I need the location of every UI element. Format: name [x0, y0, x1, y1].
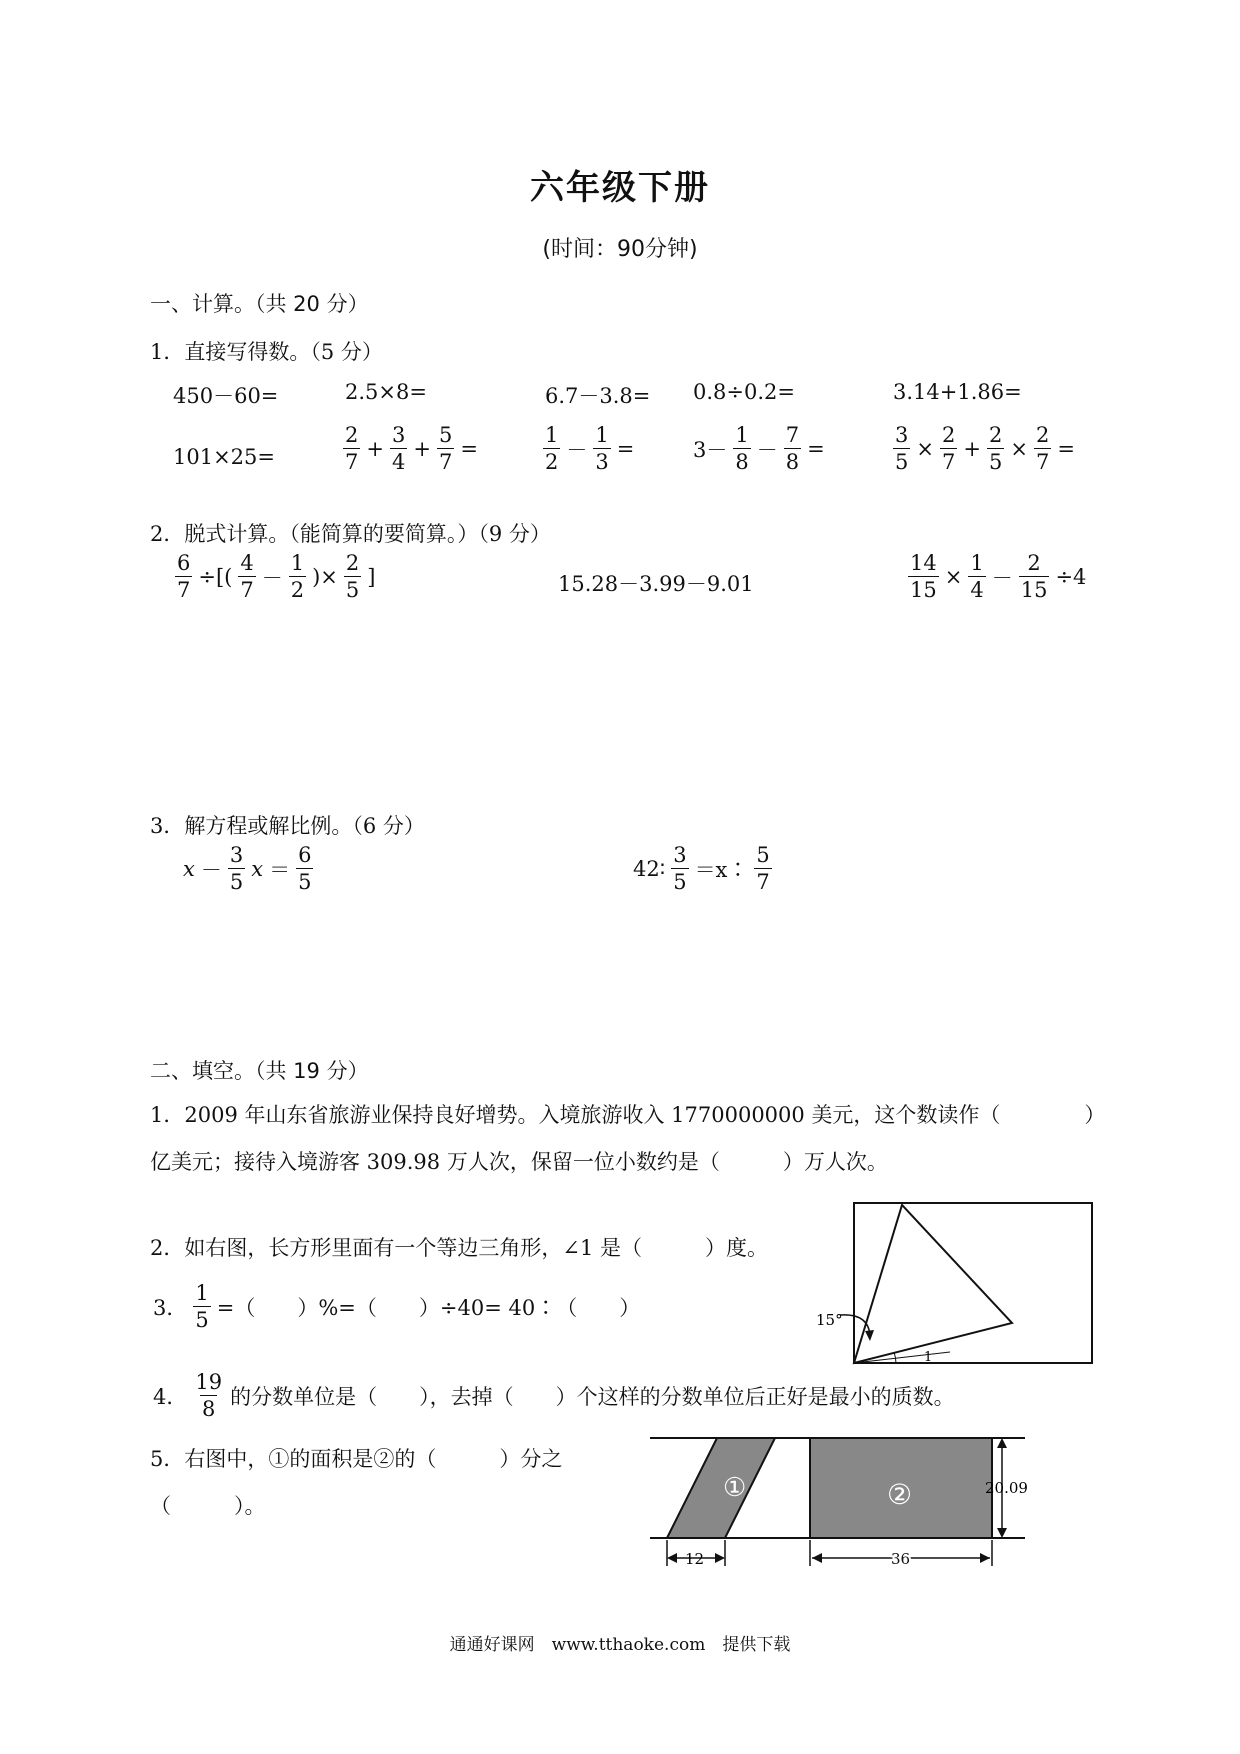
- angle15-label: 15°: [816, 1311, 843, 1329]
- fraction: $\frac{7}{8}$: [785, 423, 800, 474]
- calc-item: 450－60=: [173, 384, 279, 408]
- fraction: $\frac{2}{5}$: [988, 423, 1003, 474]
- angle1-label: 1: [924, 1350, 933, 1365]
- fraction: $\frac{3}{5}$: [229, 843, 244, 894]
- fraction: $\frac{1}{8}$: [735, 423, 749, 474]
- area-figure: [645, 1428, 1045, 1578]
- rectangle: [854, 1203, 1092, 1363]
- fraction: $\frac{2}{7}$: [941, 423, 956, 474]
- fraction: $\frac{19}{8}$: [195, 1370, 223, 1421]
- fraction: $\frac{2}{7}$: [1035, 423, 1050, 474]
- fraction: $\frac{1}{2}$: [290, 551, 305, 602]
- angle1-arc: [894, 1352, 896, 1363]
- fraction: $\frac{2}{5}$: [345, 551, 360, 602]
- proportion-1: 42∶ $\frac{3}{5}$ ＝x∶ $\frac{5}{7}$: [633, 843, 770, 894]
- base2-label: 36: [891, 1550, 911, 1568]
- fill-q5-line2: （ ）。: [150, 1494, 266, 1518]
- fraction-expression: $\frac{1}{2}$ － $\frac{1}{3}$ =: [545, 423, 635, 474]
- height-label: 20.09: [985, 1479, 1028, 1497]
- fraction: $\frac{5}{7}$: [438, 423, 453, 474]
- equation-1: x － $\frac{3}{5}$ x ＝ $\frac{6}{5}$: [183, 843, 312, 894]
- base1-label: 12: [685, 1550, 705, 1568]
- calc-item: 3.14+1.86=: [893, 380, 1022, 404]
- page-title: 六年级下册: [530, 168, 710, 208]
- parallelogram-shape: [667, 1438, 775, 1538]
- fraction: $\frac{3}{5}$: [673, 843, 687, 894]
- arrow-head: [997, 1438, 1007, 1448]
- fill-q4: 4． $\frac{19}{8}$ 的分数单位是（ ），去掉（ ）个这样的分数单位后正好是最小的质数。: [153, 1370, 955, 1421]
- q3-label: 3．解方程或解比例。（6 分）: [150, 814, 425, 838]
- arrow-head: [980, 1553, 990, 1563]
- q2-label: 2．脱式计算。（能简算的要简算。）（9 分）: [150, 522, 551, 546]
- fraction-expression: $\frac{2}{7}$ + $\frac{3}{4}$ + $\frac{5}{7}$ =: [345, 423, 478, 474]
- fill-q1: 1．2009 年山东省旅游业保持良好增势。入境旅游收入 1770000000 美元，这个数读作（ ）亿美元；接待入境游客 309.98 万人次，保留一位小数约是（ ）万人次。: [150, 1103, 1106, 1174]
- fraction: $\frac{2}{7}$: [345, 423, 359, 474]
- section1-heading: 一、计算。（共 20 分）: [150, 292, 369, 316]
- footer-text: 通通好课网 www.tthaoke.com 提供下载: [449, 1635, 791, 1655]
- arrow-head: [865, 1330, 874, 1341]
- section2-heading: 二、填空。（共 19 分）: [150, 1059, 369, 1083]
- fraction: $\frac{4}{7}$: [240, 551, 254, 602]
- calc-item: 0.8÷0.2=: [693, 380, 795, 404]
- shape1-label: ①: [723, 1473, 747, 1503]
- fraction: $\frac{3}{5}$: [895, 423, 909, 474]
- fraction-expression: $\frac{3}{5}$ × $\frac{2}{7}$ + $\frac{2}{5}$ × $\frac{2}{7}$ =: [895, 423, 1075, 474]
- calc-item: 2.5×8=: [345, 380, 427, 404]
- fraction: $\frac{5}{7}$: [756, 843, 770, 894]
- fill-q5-line1: 5．右图中，①的面积是②的（ ）分之: [150, 1447, 563, 1471]
- fill-q2: 2．如右图，长方形里面有一个等边三角形，∠1 是（ ）度。: [150, 1236, 768, 1260]
- shape2-label: ②: [887, 1478, 913, 1511]
- fraction-expression: 3－ $\frac{1}{8}$ － $\frac{7}{8}$ =: [693, 423, 825, 474]
- arrow-head: [667, 1553, 677, 1563]
- fraction: $\frac{6}{5}$: [298, 843, 312, 894]
- calc-item: 6.7－3.8=: [545, 384, 651, 408]
- expression-3: $\frac{14}{15}$ × $\frac{1}{4}$ － $\frac{2}{15}$ ÷4: [910, 551, 1087, 602]
- angle-line: [854, 1352, 950, 1363]
- fraction: $\frac{6}{7}$: [177, 551, 191, 602]
- page-subtitle: (时间：90分钟): [542, 237, 698, 262]
- fraction: $\frac{3}{4}$: [391, 423, 406, 474]
- arrow-head: [715, 1553, 725, 1563]
- fraction: $\frac{2}{15}$: [1020, 551, 1048, 602]
- calc-item: 101×25=: [173, 445, 275, 469]
- q1-label: 1．直接写得数。（5 分）: [150, 340, 383, 364]
- fraction: $\frac{14}{15}$: [910, 551, 937, 602]
- fraction: $\frac{1}{4}$: [970, 551, 984, 602]
- fraction: $\frac{1}{2}$: [545, 423, 559, 474]
- fraction: $\frac{1}{5}$: [195, 1281, 209, 1332]
- equilateral-triangle: [854, 1205, 1012, 1363]
- fill-q3: 3． $\frac{1}{5}$ =（ ）%=（ ）÷40= 40∶（ ）: [153, 1281, 641, 1332]
- expression-2: 15.28－3.99－9.01: [558, 572, 754, 596]
- arrow-head: [812, 1553, 822, 1563]
- rectangle-triangle-figure: [810, 1195, 1100, 1380]
- expression-1: $\frac{6}{7}$ ÷[( $\frac{4}{7}$ － $\frac{1}{2}$ )× $\frac{2}{5}$ ]: [177, 551, 376, 602]
- arrow-head: [997, 1528, 1007, 1538]
- fraction: $\frac{1}{3}$: [595, 423, 609, 474]
